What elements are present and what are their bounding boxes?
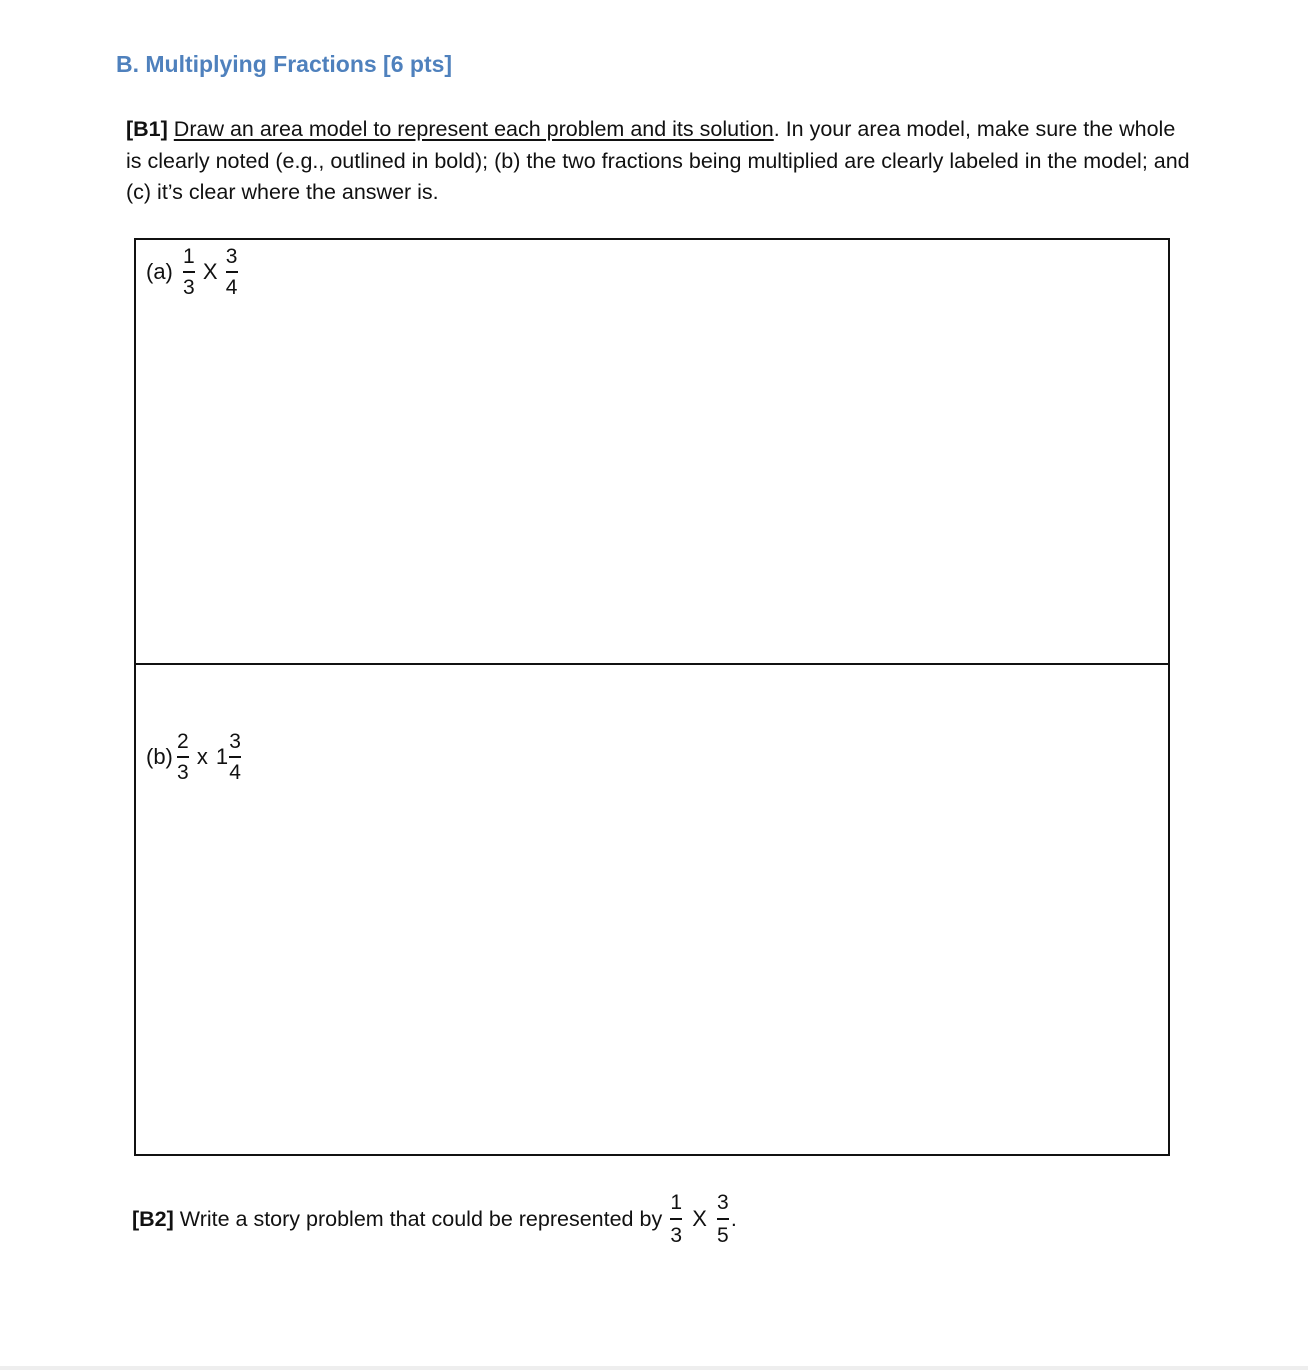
fraction-denominator: 3 bbox=[670, 1224, 683, 1247]
problem-a bbox=[146, 246, 238, 298]
fraction-numerator: 3 bbox=[225, 245, 238, 268]
b2-tag: [B2] bbox=[132, 1206, 174, 1231]
multiply-sign: X bbox=[692, 1206, 707, 1231]
answer-box-b[interactable] bbox=[134, 663, 1170, 1156]
b2-fraction-1 bbox=[670, 1192, 682, 1246]
problem-a-label: (a) bbox=[146, 259, 173, 284]
multiply-sign: x bbox=[196, 744, 208, 769]
problem-a-fraction-1 bbox=[183, 246, 195, 298]
fraction-denominator: 3 bbox=[183, 276, 195, 299]
problem-a-fraction-2 bbox=[226, 246, 238, 298]
fraction-denominator: 3 bbox=[177, 761, 189, 784]
problem-b bbox=[146, 731, 241, 783]
b1-tag: [B1] bbox=[126, 117, 168, 141]
fraction-numerator: 1 bbox=[670, 1191, 683, 1214]
b2-prompt bbox=[132, 1192, 737, 1246]
b1-underlined-instruction: Draw an area model to represent each problem and its solution bbox=[173, 117, 774, 141]
problem-b-fraction-2 bbox=[229, 731, 241, 783]
fraction-numerator: 1 bbox=[183, 245, 195, 268]
answer-box-a[interactable] bbox=[134, 238, 1170, 665]
fraction-denominator: 4 bbox=[229, 761, 241, 784]
fraction-numerator: 2 bbox=[177, 730, 189, 753]
b2-body: Write a story problem that could be represented by bbox=[173, 1206, 663, 1231]
fraction-numerator: 3 bbox=[229, 730, 241, 753]
page-bottom-edge bbox=[0, 1366, 1308, 1370]
b1-instructions bbox=[126, 114, 1196, 209]
problem-b-label: (b) bbox=[146, 744, 173, 769]
problem-b-fraction-1 bbox=[177, 731, 189, 783]
b1-rest-text: . In your area model, make sure the whole is clearly noted (e.g., outlined in bold); (b) the two fractions being multiplied are clearly labeled in the model; and (c) it’s clear where the answer is. bbox=[126, 117, 1190, 204]
b2-period: . bbox=[730, 1206, 737, 1231]
multiply-sign: X bbox=[202, 259, 218, 284]
fraction-denominator: 4 bbox=[225, 276, 238, 299]
b2-text bbox=[132, 1207, 662, 1232]
section-heading: B. Multiplying Fractions [6 pts] bbox=[116, 51, 453, 77]
fraction-denominator: 5 bbox=[717, 1224, 729, 1247]
mixed-number-whole: 1 bbox=[215, 744, 229, 769]
fraction-numerator: 3 bbox=[717, 1191, 729, 1214]
b2-fraction-2 bbox=[717, 1192, 729, 1246]
